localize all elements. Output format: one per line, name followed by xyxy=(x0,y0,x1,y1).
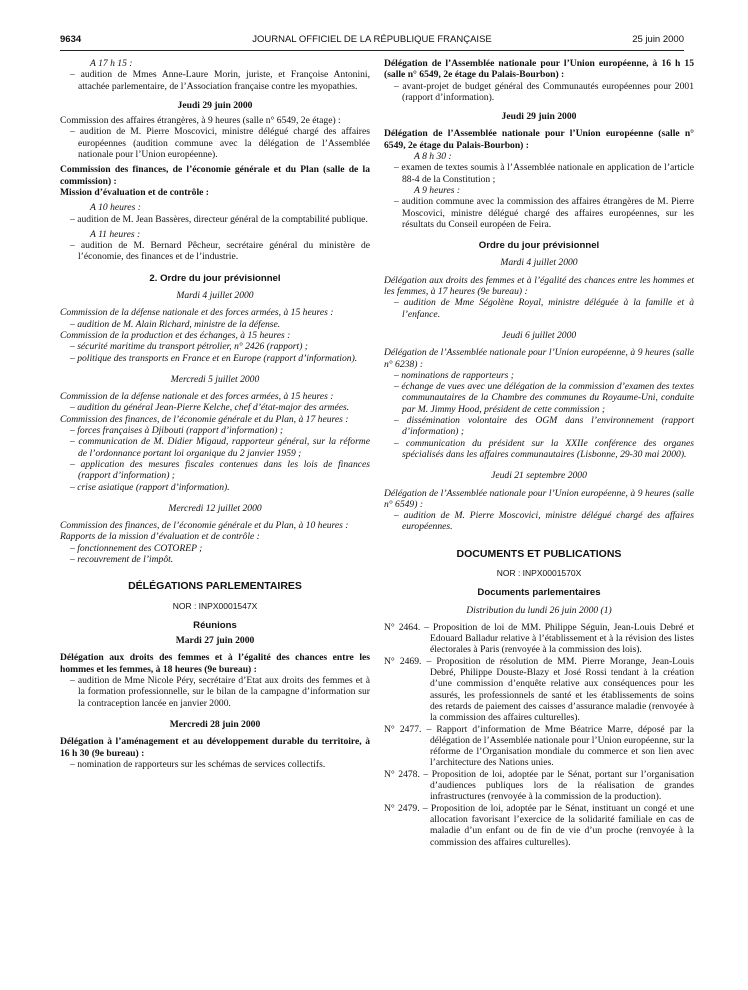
paragraph: A 17 h 15 : xyxy=(90,58,133,69)
agenda-item: – communication de M. Didier Migaud, rapporteur général, sur la réforme de l’ordonnance portant loi organique du 2 janvier 1959 ; xyxy=(70,436,370,459)
date-heading: Mardi 4 juillet 2000 xyxy=(500,257,578,269)
paragraph: Commission des finances, de l’économie générale et du Plan (salle de la commission) : xyxy=(60,164,370,187)
section-heading: DÉLÉGATIONS PARLEMENTAIRES xyxy=(128,580,302,593)
agenda-item: – audition commune avec la commission des affaires étrangères de M. Pierre Moscovici, ministre délégué chargé des affaires européennes, sur les résultats du Conseil européen de Feira. xyxy=(394,196,694,230)
left-column xyxy=(60,58,370,770)
document-entry: N° 2469. – Proposition de résolution de MM. Pierre Morange, Jean-Louis Debré, Philippe Douste-Blazy et José Rossi tendant à la création d’une commission d’enquête relative aux conséquences pour les assurés, les professionnels de santé et les établissements de soins des retards de paiement des caisses d’assurance maladie (renvoyée à la commission des affaires culturelles). xyxy=(384,655,694,724)
agenda-item: – crise asiatique (rapport d’information). xyxy=(70,481,230,493)
agenda-item: – audition de M. Jean Bassères, directeur général de la comptabilité publique. xyxy=(70,213,368,225)
date-heading: Distribution du lundi 26 juin 2000 (1) xyxy=(466,604,612,616)
journal-title: JOURNAL OFFICIEL DE LA RÉPUBLIQUE FRANÇAISE xyxy=(252,34,492,45)
agenda-item: – audition de M. Pierre Moscovici, ministre délégué chargé des affaires européennes (audition commune avec la délégation de l’Assemblée nationale pour l’Union européenne). xyxy=(70,126,370,161)
agenda-item: – politique des transports en France et en Europe (rapport d’information). xyxy=(70,352,358,364)
paragraph: Délégation de l’Assemblée nationale pour l’Union européenne, à 9 heures (salle n° 6238) : xyxy=(384,347,694,370)
subsection-heading: 2. Ordre du jour prévisionnel xyxy=(149,272,281,284)
agenda-item: – échange de vues avec une délégation de la commission d’examen des textes communautaires de la Chambre des communes du Royaume-Uni, conduite par M. Jimmy Hood, président de cette commission ; xyxy=(394,381,694,415)
subsection-heading: Documents parlementaires xyxy=(477,587,601,599)
page-header xyxy=(60,34,684,48)
paragraph: Commission de la défense nationale et des forces armées, à 15 heures : xyxy=(60,391,334,403)
agenda-item: – sécurité maritime du transport pétrolier, n° 2426 (rapport) ; xyxy=(70,341,308,353)
paragraph: Commission des finances, de l’économie générale et du Plan, à 17 heures : xyxy=(60,413,349,425)
paragraph: A 8 h 30 : xyxy=(414,151,452,163)
issue-date: 25 juin 2000 xyxy=(632,34,684,45)
agenda-item: – avant-projet de budget général des Communautés européennes pour 2001 (rapport d’information). xyxy=(394,80,694,103)
paragraph: Délégation aux droits des femmes et à l’égalité des chances entre les hommes et les femmes, à 17 heures (9e bureau) : xyxy=(384,274,694,298)
agenda-item: – dissémination volontaire des OGM dans l’environnement (rapport d’information) ; xyxy=(394,415,694,438)
date-heading: Mercredi 5 juillet 2000 xyxy=(170,373,260,385)
paragraph: Délégation aux droits des femmes et à l’égalité des chances entre les hommes et les femmes, à 18 heures (9e bureau) : xyxy=(60,652,370,675)
agenda-item: – communication du président sur la XXIIe conférence des organes spécialisés dans les affaires communautaires (Lisbonne, 29-30 mai 2000). xyxy=(394,437,694,460)
date-heading: Jeudi 29 juin 2000 xyxy=(177,99,253,111)
date-heading: Jeudi 6 juillet 2000 xyxy=(501,329,577,341)
agenda-item: – application des mesures fiscales contenues dans les lois de finances (rapport d’information) ; xyxy=(70,458,370,482)
date-heading: Mercredi 28 juin 2000 xyxy=(169,718,261,730)
document-entry: N° 2464. – Proposition de loi de MM. Philippe Séguin, Jean-Louis Debré et Edouard Balladur relative à l’établissement et à la révision des listes électorales à Paris (renvoyée à la commission des lois). xyxy=(384,621,694,656)
document-entry: N° 2477. – Rapport d’information de Mme Béatrice Marre, déposé par la délégation de l’Assemblée nationale pour l’Union européenne, sur la réforme de l’Organisation mondiale du commerce et son lien avec l’architecture des Nations unies. xyxy=(384,723,695,769)
paragraph: A 11 heures : xyxy=(90,228,141,240)
agenda-item: – nominations de rapporteurs ; xyxy=(394,369,514,381)
paragraph: Commission des finances, de l’économie générale et du Plan, à 10 heures : xyxy=(60,520,349,532)
paragraph: Délégation de l’Assemblée nationale pour l’Union européenne (salle n° 6549, 2e étage du Palais-Bourbon) : xyxy=(384,128,694,151)
right-column xyxy=(384,58,694,848)
paragraph: Mission d’évaluation et de contrôle : xyxy=(60,186,209,198)
agenda-item: – audition de M. Pierre Moscovici, ministre délégué chargé des affaires européennes. xyxy=(394,510,694,533)
document-entry: N° 2478. – Proposition de loi, adoptée par le Sénat, portant sur l’organisation d’audiences publiques lors de la réalisation de grandes infrastructures (renvoyée à la commission de la production). xyxy=(384,768,694,803)
paragraph: Délégation à l’aménagement et au développement durable du territoire, à 16 h 30 (9e bureau) : xyxy=(60,736,370,759)
agenda-item: – audition du général Jean-Pierre Kelche, chef d’état-major des armées. xyxy=(70,402,350,414)
paragraph: Délégation de l’Assemblée nationale pour l’Union européenne, à 16 h 15 (salle n° 6549, 2e étage du Palais-Bourbon) : xyxy=(384,58,694,81)
page-number: 9634 xyxy=(60,34,82,45)
paragraph: Commission de la défense nationale et des forces armées, à 15 heures : xyxy=(60,307,334,319)
subsection-heading: Ordre du jour prévisionnel xyxy=(478,240,600,252)
paragraph: Commission des affaires étrangères, à 9 heures (salle n° 6549, 2e étage) : xyxy=(60,115,341,127)
agenda-item: – audition de M. Bernard Pêcheur, secrétaire général du ministère de l’économie, des finances et de l’industrie. xyxy=(70,240,370,263)
agenda-item: – audition de M. Alain Richard, ministre de la défense. xyxy=(70,318,281,330)
agenda-item: – examen de textes soumis à l’Assemblée nationale en application de l’article 88-4 de la Constitution ; xyxy=(394,162,694,185)
agenda-item: – nomination de rapporteurs sur les schémas de services collectifs. xyxy=(70,758,326,770)
subsection-heading: Réunions xyxy=(193,619,237,631)
section-heading: DOCUMENTS ET PUBLICATIONS xyxy=(456,547,622,560)
agenda-item: – audition de Mme Nicole Péry, secrétaire d’Etat aux droits des femmes et à la formation professionnelle, sur le bilan de la campagne d’information sur la contraception lancée en janvier 2000. xyxy=(70,675,370,709)
agenda-item: – recouvrement de l’impôt. xyxy=(70,553,174,565)
paragraph: Délégation de l’Assemblée nationale pour l’Union européenne, à 9 heures (salle n° 6549) : xyxy=(384,487,694,510)
paragraph: A 10 heures : xyxy=(90,202,141,214)
date-heading: Mardi 4 juillet 2000 xyxy=(176,290,254,302)
date-heading: Mardi 27 juin 2000 xyxy=(175,635,255,647)
agenda-item: – forces françaises à Djibouti (rapport d’information) ; xyxy=(70,425,284,437)
nor-reference: NOR : INPX0001547X xyxy=(172,600,258,611)
header-rule xyxy=(60,50,684,51)
date-heading: Jeudi 29 juin 2000 xyxy=(501,111,577,123)
agenda-item: – audition de Mmes Anne-Laure Morin, juriste, et Françoise Antonini, attachée parlementaire, de l’Association française contre les myopathies. xyxy=(70,69,370,92)
nor-reference: NOR : INPX0001570X xyxy=(496,567,582,578)
paragraph: A 9 heures : xyxy=(414,184,461,196)
date-heading: Mercredi 12 juillet 2000 xyxy=(168,502,262,514)
paragraph: Commission de la production et des échanges, à 15 heures : xyxy=(60,329,291,341)
date-heading: Jeudi 21 septembre 2000 xyxy=(491,470,587,482)
agenda-item: – audition de Mme Ségolène Royal, ministre déléguée à la famille et à l’enfance. xyxy=(394,297,694,320)
paragraph: Rapports de la mission d’évaluation et de contrôle : xyxy=(60,531,260,543)
document-entry: N° 2479. – Proposition de loi, adoptée par le Sénat, instituant un congé et une allocation favorisant l’exercice de la solidarité familiale en cas de maladie d’un enfant ou de fin de vie d’un proche (renvoyée à la commission des affaires culturelles). xyxy=(384,802,694,848)
agenda-item: – fonctionnement des COTOREP ; xyxy=(70,542,203,554)
